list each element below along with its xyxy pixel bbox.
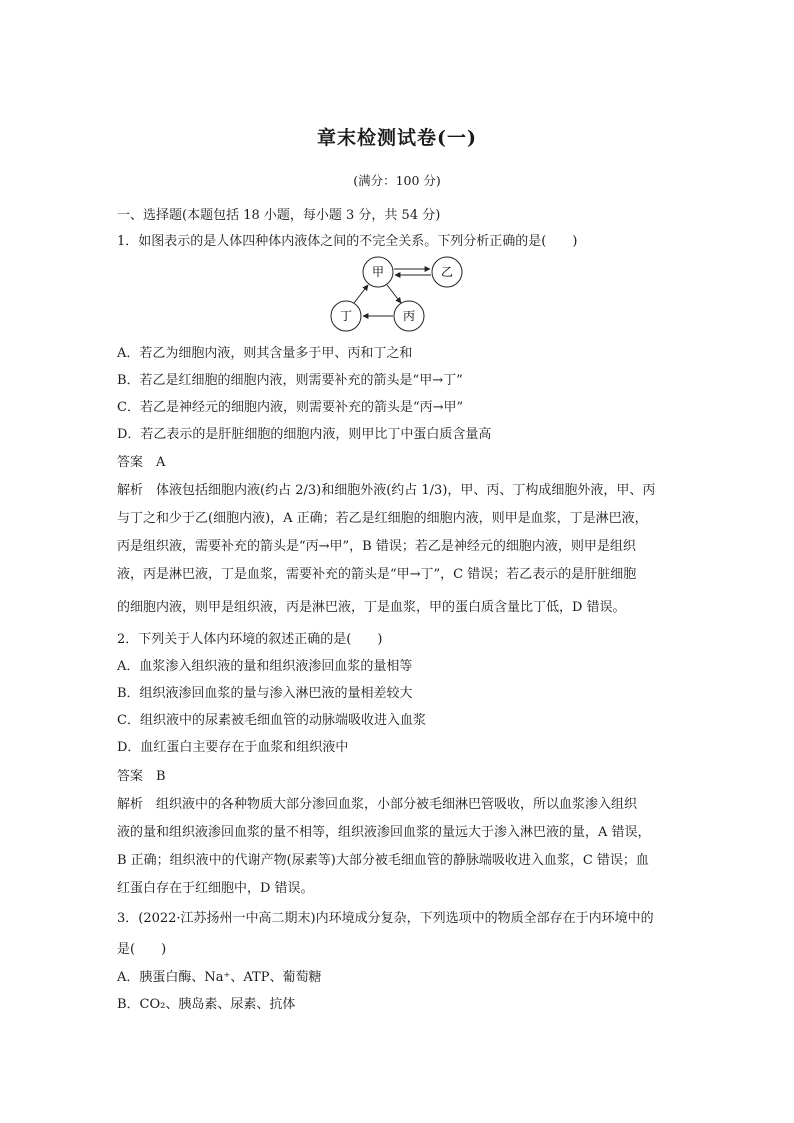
section-heading: 一、选择题(本题包括 18 小题，每小题 3 分，共 54 分) — [117, 208, 441, 223]
arrow-jia-to-bing — [387, 285, 401, 303]
q1-option-d: D．若乙表示的是肝脏细胞的细胞内液，则甲比丁中蛋白质含量高 — [117, 427, 492, 442]
q2-option-b: B．组织液渗回血浆的量与渗入淋巴液的量相差较大 — [117, 686, 413, 701]
q3-stem-line: 3．(2022·江苏扬州一中高二期末)内环境成分复杂，下列选项中的物质全部存在于内环境中的 — [117, 911, 654, 926]
fluid-relationship-diagram — [325, 253, 465, 333]
q2-option-a: A．血浆渗入组织液的量和组织液渗回血浆的量相等 — [117, 659, 413, 674]
label-ding: 丁 — [339, 309, 353, 323]
q2-answer: 答案 B — [117, 769, 166, 784]
label-jia: 甲 — [371, 265, 385, 279]
q3-option-a: A．胰蛋白酶、Na⁺、ATP、葡萄糖 — [117, 970, 322, 985]
page-title: 章末检测试卷(一) — [317, 127, 477, 149]
q1-analysis-line: 解析 体液包括细胞内液(约占 2/3)和细胞外液(约占 1/3)，甲、丙、丁构成细胞外液，甲、丙 — [117, 483, 656, 498]
q2-option-d: D．血红蛋白主要存在于血浆和组织液中 — [117, 740, 349, 755]
q2-stem: 2．下列关于人体内环境的叙述正确的是( ) — [117, 632, 383, 647]
q1-answer: 答案 A — [117, 455, 166, 470]
q1-stem: 1．如图表示的是人体四种体内液体之间的不完全关系。下列分析正确的是( ) — [117, 234, 578, 249]
arrow-ding-to-jia — [354, 285, 368, 303]
q1-analysis-line: 液，丙是淋巴液，丁是血浆，需要补充的箭头是“甲→丁”，C 错误；若乙表示的是肝脏细胞 — [117, 567, 637, 582]
score-note: (满分：100 分) — [353, 173, 441, 188]
q1-option-a: A．若乙为细胞内液，则其含量多于甲、丙和丁之和 — [117, 346, 413, 361]
q2-option-c: C．组织液中的尿素被毛细血管的动脉端吸收进入血浆 — [117, 713, 426, 728]
q3-option-b: B．CO₂、胰岛素、尿素、抗体 — [117, 997, 296, 1012]
q2-analysis-line: B 正确；组织液中的代谢产物(尿素等)大部分被毛细血管的静脉端吸收进入血浆，C 错误；血 — [117, 853, 649, 868]
q1-analysis-line: 与丁之和少于乙(细胞内液)，A 正确；若乙是红细胞的细胞内液，则甲是血浆，丁是淋巴液， — [117, 511, 648, 526]
q1-analysis-line: 丙是组织液，需要补充的箭头是“丙→甲”，B 错误；若乙是神经元的细胞内液，则甲是组织 — [117, 539, 636, 554]
q1-analysis-line: 的细胞内液，则甲是组织液，丙是淋巴液，丁是血浆，甲的蛋白质含量比丁低，D 错误。 — [117, 600, 626, 615]
q1-option-c: C．若乙是神经元的细胞内液，则需要补充的箭头是“丙→甲” — [117, 400, 464, 415]
q3-stem-line: 是( ) — [117, 942, 167, 957]
label-yi: 乙 — [440, 265, 454, 279]
q1-option-b: B．若乙是红细胞的细胞内液，则需要补充的箭头是“甲→丁” — [117, 373, 463, 388]
q2-analysis-line: 红蛋白存在于红细胞中，D 错误。 — [117, 881, 314, 896]
q2-analysis-line: 解析 组织液中的各种物质大部分渗回血浆，小部分被毛细淋巴管吸收，所以血浆渗入组织 — [117, 797, 638, 812]
label-bing: 丙 — [402, 309, 416, 323]
q2-analysis-line: 液的量和组织液渗回血浆的量不相等，组织液渗回血浆的量远大于渗入淋巴液的量，A 错误， — [117, 825, 651, 840]
